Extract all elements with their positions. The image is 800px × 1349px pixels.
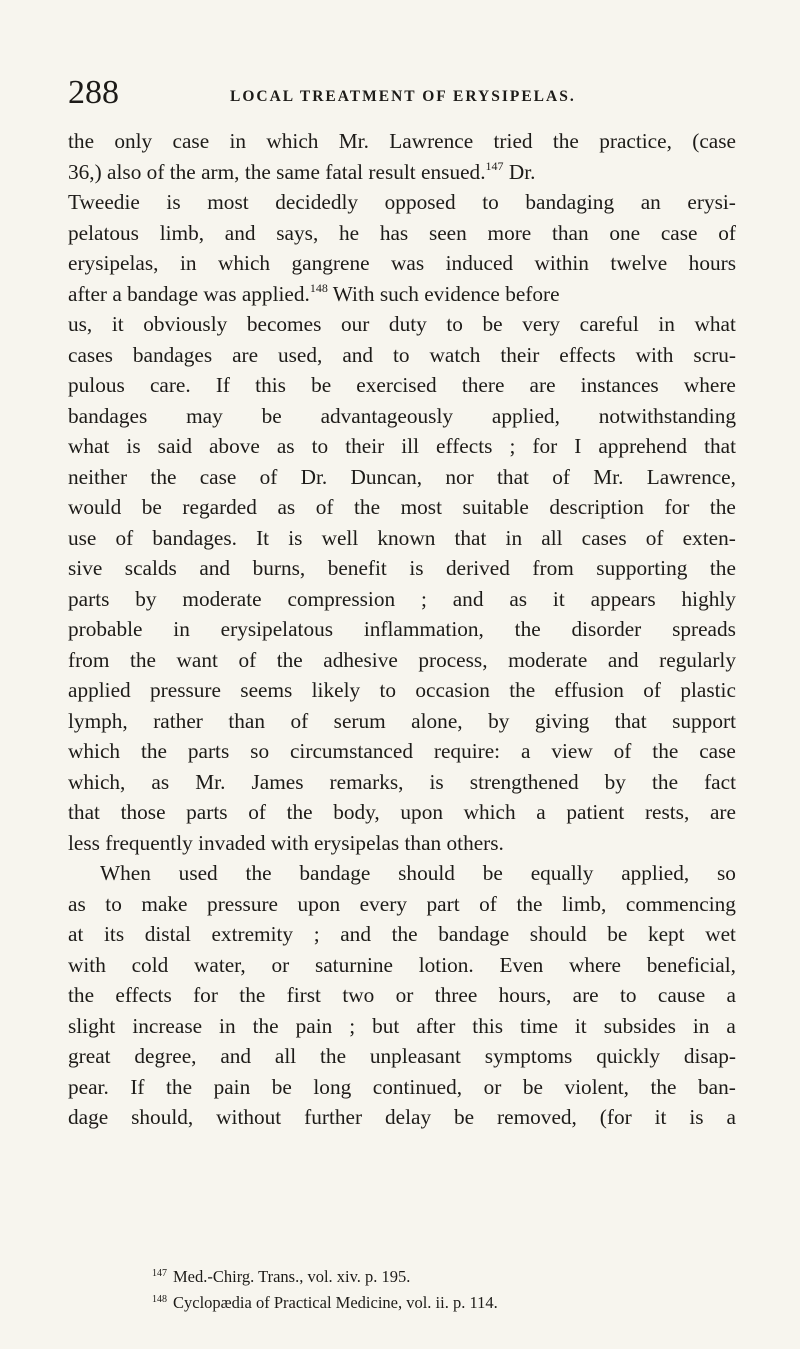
text-line: pelatous limb, and says, he has seen more than one case of [68, 220, 736, 245]
text-line: as to make pressure upon every part of the limb, commencing [68, 891, 736, 916]
text-line: dage should, without further delay be removed, (for it is a [68, 1105, 736, 1129]
footnote-mark: 148 [152, 1294, 167, 1305]
text-line: from the want of the adhesive process, moderate and regularly [68, 647, 736, 672]
text-line: erysipelas, in which gangrene was induced within twelve hours [68, 251, 736, 275]
text-line: at its distal extremity ; and the bandage should be kept wet [68, 922, 736, 946]
text-line: less frequently invaded with erysipelas than others. [68, 830, 504, 855]
text-line: probable in erysipelatous inflammation, the disorder spreads [68, 617, 736, 641]
text-line: use of bandages. It is well known that in all cases of exten- [68, 525, 736, 550]
text-line: When used the bandage should be equally applied, so [100, 861, 736, 885]
footnote-text: Cyclopædia of Practical Medicine, vol. ii. p. 114. [173, 1293, 498, 1312]
footnote [152, 1262, 498, 1288]
body-text [68, 126, 736, 1133]
text-line: parts by moderate compression ; and as it appears highly [68, 586, 736, 611]
text-line: 36,) also of the arm, the same fatal result ensued.$^{147}$ Dr. [68, 158, 536, 184]
text-line: would be regarded as of the most suitable description for the [68, 495, 736, 519]
page-header [68, 76, 708, 116]
footnote-mark: 147 [152, 1268, 167, 1279]
footnote-text: Med.-Chirg. Trans., vol. xiv. p. 195. [173, 1267, 411, 1286]
text-line: pear. If the pain be long continued, or be violent, the ban- [68, 1074, 736, 1099]
text-line: Tweedie is most decidedly opposed to bandaging an erysi- [68, 190, 736, 214]
text-line: great degree, and all the unpleasant symptoms quickly disap- [68, 1044, 736, 1068]
footnotes [152, 1262, 498, 1314]
text-line: with cold water, or saturnine lotion. Even where beneficial, [68, 952, 736, 977]
footnote [152, 1288, 498, 1314]
text-line: the effects for the first two or three hours, are to cause a [68, 983, 736, 1007]
text-line: slight increase in the pain ; but after this time it subsides in a [68, 1013, 736, 1038]
text-line: applied pressure seems likely to occasion the effusion of plastic [68, 678, 736, 702]
text-line: which the parts so circumstanced require: a view of the case [68, 739, 736, 763]
text-line: which, as Mr. James remarks, is strengthened by the fact [68, 769, 736, 794]
text-line: cases bandages are used, and to watch their effects with scru- [68, 342, 736, 367]
text-line: bandages may be advantageously applied, notwithstanding [68, 403, 736, 428]
footnote-ref[interactable]: 147 [485, 158, 504, 173]
text-line: after a bandage was applied.$^{148}$ With such evidence before [68, 280, 560, 306]
text-line: neither the case of Dr. Duncan, nor that of Mr. Lawrence, [68, 464, 736, 489]
running-title: LOCAL TREATMENT OF ERYSIPELAS. [230, 88, 576, 105]
text-line: us, it obviously becomes our duty to be very careful in what [68, 312, 736, 336]
text-line: the only case in which Mr. Lawrence tried the practice, (case [68, 129, 736, 153]
footnote-ref[interactable]: 148 [309, 280, 328, 295]
text-line: what is said above as to their ill effects ; for I apprehend that [68, 434, 736, 458]
text-line: that those parts of the body, upon which a patient rests, are [68, 800, 736, 824]
text-line: pulous care. If this be exercised there are instances where [68, 373, 736, 397]
page-number: 288 [68, 74, 119, 111]
text-line: sive scalds and burns, benefit is derived from supporting the [68, 556, 736, 580]
text-line: lymph, rather than of serum alone, by giving that support [68, 708, 736, 733]
